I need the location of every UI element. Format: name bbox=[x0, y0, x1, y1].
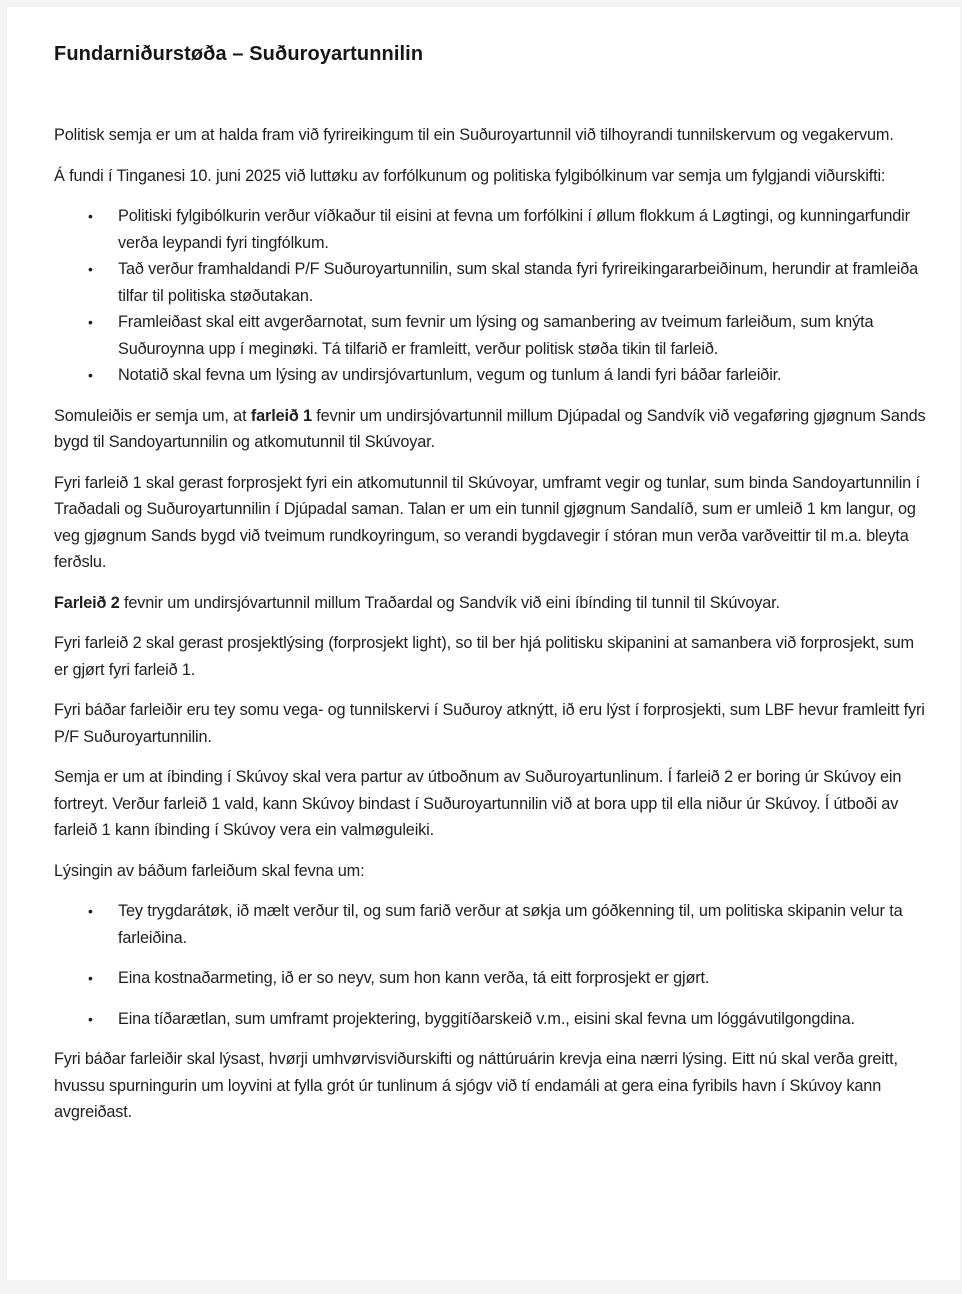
meeting-paragraph: Á fundi í Tinganesi 10. juni 2025 við luttøku av forfólkunum og politiska fylgibólkinum var semja um fylgjandi viðurskifti: bbox=[54, 166, 886, 185]
list-item-text: Notatið skal fevna um lýsing av undirsjóvartunlum, vegum og tunlum á landi fyri báðar farleiðir. bbox=[118, 366, 782, 384]
list-item-text: Tey trygdarátøk, ið mælt verður til, og sum farið verður at søkja um góðkenning til, um politiska skipanin velur ta farleiðina. bbox=[118, 902, 903, 947]
description-list bbox=[54, 898, 930, 1032]
bullet-icon: • bbox=[88, 970, 93, 986]
list-item bbox=[88, 256, 930, 309]
route1-detail-paragraph: Fyri farleið 1 skal gerast forprosjekt fyri ein atkomutunnil til Skúvoyar, umframt vegir og tunlar, sum binda Sandoyartunnilin í Traðadali og Suðuroyartunnilin í Djúpadal saman. Talan er um ein tunnil gjøgnum Sandalíð, sum er umleið 1 km langur, og veg gjøgnum Sands bygd við tveimum rundkoyringum, so verandi bygdavegir í stóran mun verða varðveittir til m.a. bleyta ferðslu. bbox=[54, 473, 920, 571]
route1-prefix: Somuleiðis er semja um, at bbox=[54, 406, 251, 425]
list-item bbox=[88, 965, 930, 992]
route2-detail-paragraph: Fyri farleið 2 skal gerast prosjektlýsing (forprosjekt light), so til ber hjá politisku skipanini at samanbera við forprosjekt, sum er gjørt fyri farleið 1. bbox=[54, 634, 914, 679]
list-item bbox=[88, 362, 930, 389]
list-item bbox=[88, 898, 930, 951]
route1-suffix: fevnir um undirsjóvartunnil millum Djúpadal og Sandvík við vegaføring gjøgnum Sands bygd til Sandoyartunnilin og atkomutunnil til Skúvoyar. bbox=[54, 406, 926, 451]
route1-paragraph bbox=[54, 403, 930, 456]
list-item bbox=[88, 309, 930, 362]
list-item bbox=[88, 203, 930, 256]
intro-paragraph: Politisk semja er um at halda fram við fyrireikingum til ein Suðuroyartunnil við tilhoyrandi tunnilskervum og vegakervum. bbox=[54, 126, 894, 144]
bullet-icon: • bbox=[88, 208, 93, 224]
route2-suffix: fevnir um undirsjóvartunnil millum Traðardal og Sandvík við eini íbínding til tunnil til Skúvoyar. bbox=[119, 593, 780, 612]
bullet-icon: • bbox=[88, 1010, 93, 1027]
route2-label: Farleið 2 bbox=[54, 593, 120, 612]
document-title: Fundarniðurstøða – Suðuroyartunnilin bbox=[54, 43, 424, 65]
list-item-text: Framleiðast skal eitt avgerðarnotat, sum fevnir um lýsing og samanbering av tveimum farleiðum, sum knýta Suðuroynna upp í meginøki. Tá tilfarið er framleitt, verður politisk støða tikin til farleið. bbox=[118, 313, 874, 358]
agreements-list bbox=[54, 203, 930, 389]
list-item-text: Tað verður framhaldandi P/F Suðuroyartunnilin, sum skal standa fyri fyrireikingararbeiðinum, herundir at framleiða tilfar til politiska støðutakan. bbox=[118, 260, 919, 305]
both-routes-paragraph: Fyri báðar farleiðir eru tey somu vega- og tunnilskervi í Suðuroy atknýtt, ið eru lýst í forprosjekti, sum LBF hevur framleitt fyri P/F Suðuroyartunnilin. bbox=[54, 701, 925, 746]
list-item-text: Eina kostnaðarmeting, ið er so neyv, sum hon kann verða, tá eitt forprosjekt er gjørt. bbox=[118, 969, 710, 987]
route2-paragraph bbox=[54, 590, 930, 617]
document-page bbox=[7, 7, 960, 1280]
environment-paragraph: Fyri báðar farleiðir skal lýsast, hvørji umhvørvisviðurskifti og náttúruárin krevja eina nærri lýsing. Eitt nú skal verða greitt, hvussu spurningurin um loyvini at fylla grót úr tunlinum á sjógv við tí endamáli at gera eina fyribils havn í Skúvoy kann avgreiðast. bbox=[54, 1050, 898, 1121]
bullet-icon: • bbox=[88, 314, 93, 330]
list-item bbox=[88, 1006, 930, 1033]
route1-label: farleið 1 bbox=[250, 406, 312, 425]
bullet-icon: • bbox=[88, 903, 93, 919]
description-intro-paragraph: Lýsingin av báðum farleiðum skal fevna um: bbox=[54, 861, 365, 880]
list-item-text: Politiski fylgibólkurin verður víðkaður til eisini at fevna um forfólkini í øllum flokkum á Løgtingi, og kunningarfundir verða leypandi fyri tingfólkum. bbox=[118, 207, 910, 252]
bullet-icon: • bbox=[88, 261, 93, 277]
bullet-icon: • bbox=[88, 367, 93, 383]
skuvoy-paragraph: Semja er um at íbinding í Skúvoy skal vera partur av útboðnum av Suðuroyartunlinum. Í farleið 2 er boring úr Skúvoy ein fortreyt. Verður farleið 1 vald, kann Skúvoy bindast í Suðuroyartunnilin við at bora upp til ella niður úr Skúvoy. Í útboði av farleið 1 kann íbinding í Skúvoy vera ein valmøguleiki. bbox=[54, 768, 902, 839]
list-item-text: Eina tíðarætlan, sum umframt projektering, byggitíðarskeið v.m., eisini skal fevna um lóggávutilgongdina. bbox=[118, 1009, 855, 1028]
